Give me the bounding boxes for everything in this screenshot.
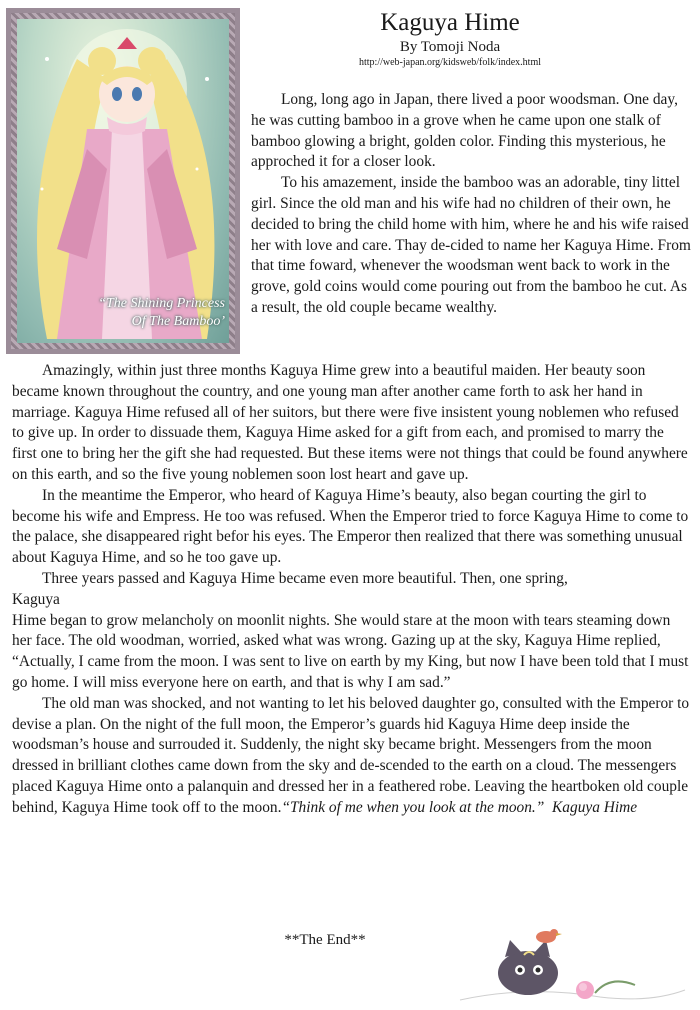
princess-illustration — [17, 19, 229, 343]
paragraph-5b: Kaguya — [12, 590, 60, 608]
paragraph-5a: Three years passed and Kaguya Hime became even more beautiful. Then, one spring, — [42, 569, 568, 587]
illustration-frame — [6, 8, 240, 354]
the-end: **The End** — [284, 932, 366, 948]
paragraph-6 — [12, 694, 692, 819]
story-column-right — [251, 90, 691, 319]
paragraph-2: To his amazement, inside the bamboo was an adorable, tiny littel girl. Since the old man and his wife had no children of their own, he decided to bring the child home with him, where he and his wife raised her with love and care. Thay de-cided to name her Kaguya Hime. From that time foward, whenever the woodsman went back to work in the grove, gold coins would come pouring out from the bamboo he cut. As a result, the old couple became wealthy. — [251, 174, 691, 316]
quote-signature: Kaguya Hime — [552, 798, 638, 816]
illustration-caption — [17, 295, 225, 331]
caption-line-2: Of The Bamboo’ — [131, 314, 225, 329]
paragraph-4: In the meantime the Emperor, who heard of Kaguya Hime’s beauty, also began courting the girl to become his wife and Empress. He too was refused. When the Emperor tried to force Kaguya Hime to come to the palace, she disappeared right befor his eyes. The Emperor then realized that there was something unusual about Kaguya Hime, and so he too gave up. — [12, 486, 689, 567]
paragraph-6-text: The old man was shocked, and not wanting to let his beloved daughter go, consulted with the Emperor to devise a plan. On the night of the full moon, the Emperor’s guards hid Kaguya Hime deep inside the woodsman’s house and surrouded it. Suddenly, the night sky became bright. Messengers from the moon dressed in brilliant clothes came down from the sky and de-scended to the earth on a cloud. The messengers placed Kaguya Hime onto a palanquin and dressed her in a feathered robe. Leaving the heartboken old couple behind, Kaguya Hime took off to the moon. — [12, 694, 690, 816]
story-header — [250, 8, 650, 70]
story-byline: By Tomoji Noda — [399, 39, 501, 55]
cat-and-bird-icon — [450, 915, 690, 1005]
caption-line-1: “The Shining Princess — [98, 296, 225, 311]
story-title: Kaguya Hime — [380, 9, 520, 36]
closing-quote: “Think of me when you look at the moon.” — [281, 798, 545, 816]
paragraph-5c: Hime began to grow melancholy on moonlit nights. She would stare at the moon with tears steaming down her face. The old woodman, worried, asked what was wrong. Gazing up at the sky, Kaguya Hime replied, “Actually, I came from the moon. I was sent to live on earth by my King, but now I have been told that I must go home. I will miss everyone here on earth, and that is why I am sad.” — [12, 611, 689, 691]
paragraph-1: Long, long ago in Japan, there lived a poor woodsman. One day, he was cutting bamboo in a grove when he came upon one stalk of bamboo glowing a bright, golden color. Finding this mysterious, he approched it for a closer look. — [251, 91, 678, 171]
story-column-full — [12, 361, 692, 819]
source-url: http://web-japan.org/kidsweb/folk/index.html — [358, 57, 541, 68]
paragraph-3: Amazingly, within just three months Kaguya Hime grew into a beautiful maiden. Her beauty soon became known throughout the country, and one young man after another came forth to ask her hand in marriage. Kaguya Hime refused all of her suitors, but there were five insistent young noblemen who refused to give up. In order to dissuade them, Kaguya Hime asked for a gift from each, and promised to marry the first one to bring her the gift she had requested. But these items were not things that could be found anywhere on this earth, and so the five young noblemen soon lost heart and gave up. — [12, 362, 688, 483]
